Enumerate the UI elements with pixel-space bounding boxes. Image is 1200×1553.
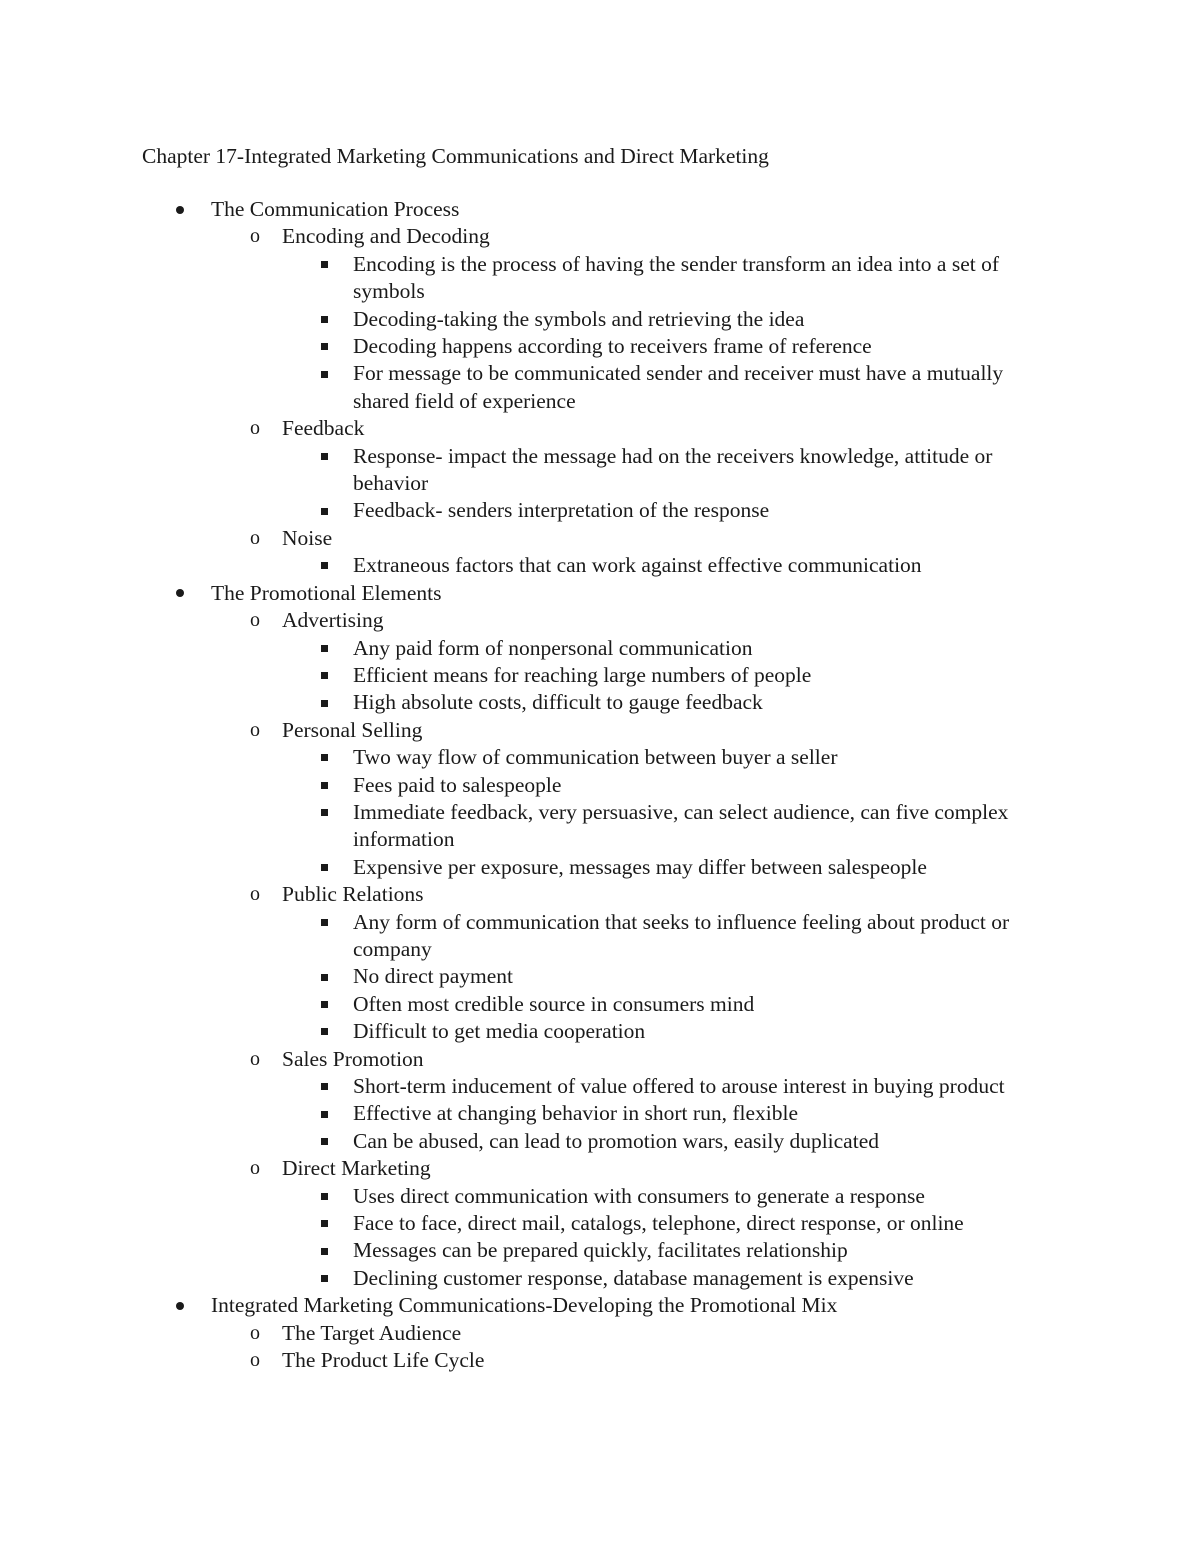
bullet-square-icon bbox=[314, 854, 334, 881]
subsection-heading: Direct Marketing bbox=[282, 1156, 431, 1181]
subsection-item bbox=[0, 525, 1200, 552]
subsection-item bbox=[0, 717, 1200, 744]
bullet-circle-icon: o bbox=[250, 609, 260, 632]
section-item bbox=[0, 1292, 1200, 1319]
bullet-square-icon bbox=[314, 333, 334, 360]
bullet-point-text: Decoding-taking the symbols and retrieving the idea bbox=[353, 306, 805, 331]
bullet-square-icon bbox=[314, 497, 334, 524]
bullet-point-item bbox=[0, 689, 1200, 716]
bullet-point-item bbox=[0, 306, 1200, 333]
bullet-point-item bbox=[0, 1100, 1200, 1127]
bullet-square-icon bbox=[314, 689, 334, 716]
bullet-circle-icon: o bbox=[250, 883, 260, 906]
bullet-square-icon bbox=[314, 1237, 334, 1264]
bullet-square-icon bbox=[314, 1100, 334, 1127]
bullet-point-item bbox=[0, 552, 1200, 579]
subsection-item bbox=[0, 223, 1200, 250]
bullet-point-text: Short-term inducement of value offered to arouse interest in buying product bbox=[353, 1074, 1005, 1098]
bullet-point-text: Extraneous factors that can work against effective communication bbox=[353, 553, 922, 578]
bullet-point-text: Can be abused, can lead to promotion wars, easily duplicated bbox=[353, 1128, 879, 1153]
subsection-heading: Noise bbox=[282, 525, 333, 550]
bullet-point-text: Encoding is the process of having the sender transform an idea into a set of symbols bbox=[353, 251, 1000, 304]
bullet-square-icon bbox=[314, 1018, 334, 1045]
bullet-square-icon bbox=[314, 662, 334, 689]
section-item bbox=[0, 196, 1200, 223]
bullet-square-icon bbox=[314, 1265, 334, 1292]
bullet-square-icon bbox=[314, 799, 334, 826]
bullet-point-text: Immediate feedback, very persuasive, can select audience, can five complex information bbox=[353, 799, 1009, 852]
bullet-point-item bbox=[0, 443, 1200, 498]
bullet-circle-icon: o bbox=[250, 1047, 260, 1070]
bullet-point-item bbox=[0, 772, 1200, 799]
bullet-point-text: Fees paid to salespeople bbox=[353, 772, 562, 797]
section-heading: The Communication Process bbox=[211, 197, 460, 221]
bullet-point-item bbox=[0, 1237, 1200, 1264]
bullet-point-item bbox=[0, 1073, 1200, 1100]
bullet-point-text: No direct payment bbox=[353, 964, 514, 989]
bullet-point-item bbox=[0, 662, 1200, 689]
bullet-point-text: For message to be communicated sender and receiver must have a mutually shared field of experience bbox=[353, 361, 1004, 413]
section-heading: The Promotional Elements bbox=[211, 580, 442, 605]
bullet-circle-icon: o bbox=[250, 417, 260, 440]
bullet-square-icon bbox=[314, 552, 334, 579]
bullet-point-item bbox=[0, 635, 1200, 662]
bullet-point-text: Any form of communication that seeks to influence feeling about product or company bbox=[353, 909, 1010, 961]
bullet-circle-icon: o bbox=[250, 1349, 260, 1372]
subsection-item bbox=[0, 607, 1200, 634]
bullet-square-icon bbox=[314, 1073, 334, 1100]
bullet-dot-icon bbox=[170, 580, 190, 607]
bullet-point-item bbox=[0, 497, 1200, 524]
bullet-point-item bbox=[0, 963, 1200, 990]
subsection-heading: Sales Promotion bbox=[282, 1046, 424, 1071]
bullet-point-item bbox=[0, 991, 1200, 1018]
subsection-item bbox=[0, 1046, 1200, 1073]
subsection-item bbox=[0, 1347, 1200, 1374]
bullet-point-text: Efficient means for reaching large numbers of people bbox=[353, 662, 812, 687]
bullet-point-text: Expensive per exposure, messages may differ between salespeople bbox=[353, 854, 927, 879]
bullet-circle-icon: o bbox=[250, 526, 260, 549]
bullet-point-text: Decoding happens according to receivers frame of reference bbox=[353, 334, 872, 359]
subsection-item bbox=[0, 1320, 1200, 1347]
bullet-point-item bbox=[0, 1128, 1200, 1155]
section-item bbox=[0, 580, 1200, 607]
section-heading: Integrated Marketing Communications-Developing the Promotional Mix bbox=[211, 1293, 838, 1318]
bullet-point-text: Effective at changing behavior in short run, flexible bbox=[353, 1101, 798, 1126]
bullet-point-item bbox=[0, 1018, 1200, 1045]
bullet-point-item bbox=[0, 251, 1200, 306]
bullet-point-item bbox=[0, 1183, 1200, 1210]
subsection-heading: Feedback bbox=[282, 416, 365, 441]
bullet-point-text: Messages can be prepared quickly, facilitates relationship bbox=[353, 1238, 848, 1263]
bullet-point-item bbox=[0, 744, 1200, 771]
bullet-point-text: High absolute costs, difficult to gauge feedback bbox=[353, 690, 763, 715]
bullet-square-icon bbox=[314, 306, 334, 333]
bullet-circle-icon: o bbox=[250, 1157, 260, 1180]
bullet-square-icon bbox=[314, 635, 334, 662]
document-title: Chapter 17-Integrated Marketing Communications and Direct Marketing bbox=[142, 144, 769, 168]
bullet-square-icon bbox=[314, 909, 334, 936]
bullet-circle-icon: o bbox=[250, 1321, 260, 1344]
bullet-square-icon bbox=[314, 772, 334, 799]
bullet-point-text: Often most credible source in consumers mind bbox=[353, 991, 755, 1016]
bullet-point-text: Uses direct communication with consumers to generate a response bbox=[353, 1183, 925, 1208]
bullet-square-icon bbox=[314, 1210, 334, 1237]
bullet-point-item bbox=[0, 909, 1200, 964]
bullet-square-icon bbox=[314, 963, 334, 990]
bullet-point-text: Difficult to get media cooperation bbox=[353, 1019, 646, 1044]
bullet-square-icon bbox=[314, 744, 334, 771]
outline-list bbox=[0, 196, 1200, 1374]
bullet-square-icon bbox=[314, 1183, 334, 1210]
bullet-dot-icon bbox=[170, 196, 190, 223]
bullet-circle-icon: o bbox=[250, 718, 260, 741]
bullet-point-text: Any paid form of nonpersonal communication bbox=[353, 635, 753, 660]
bullet-point-text: Response- impact the message had on the receivers knowledge, attitude or behavior bbox=[353, 443, 993, 496]
subsection-item bbox=[0, 415, 1200, 442]
bullet-point-item bbox=[0, 854, 1200, 881]
bullet-square-icon bbox=[314, 991, 334, 1018]
subsection-heading: Public Relations bbox=[282, 882, 424, 907]
bullet-square-icon bbox=[314, 360, 334, 387]
bullet-point-item bbox=[0, 360, 1200, 415]
bullet-point-text: Declining customer response, database management is expensive bbox=[353, 1265, 914, 1290]
bullet-point-text: Two way flow of communication between buyer a seller bbox=[353, 745, 838, 770]
bullet-point-item bbox=[0, 333, 1200, 360]
bullet-point-text: Face to face, direct mail, catalogs, telephone, direct response, or online bbox=[353, 1211, 964, 1236]
subsection-heading: Encoding and Decoding bbox=[282, 224, 490, 249]
bullet-square-icon bbox=[314, 251, 334, 278]
bullet-square-icon bbox=[314, 1128, 334, 1155]
subsection-heading: Advertising bbox=[282, 608, 384, 633]
bullet-point-item bbox=[0, 799, 1200, 854]
bullet-point-item bbox=[0, 1265, 1200, 1292]
bullet-dot-icon bbox=[170, 1292, 190, 1319]
bullet-square-icon bbox=[314, 443, 334, 470]
subsection-heading: The Product Life Cycle bbox=[282, 1348, 485, 1373]
subsection-heading: Personal Selling bbox=[282, 717, 423, 742]
subsection-item bbox=[0, 1155, 1200, 1182]
subsection-heading: The Target Audience bbox=[282, 1320, 462, 1345]
subsection-item bbox=[0, 881, 1200, 908]
bullet-circle-icon: o bbox=[250, 225, 260, 248]
bullet-point-item bbox=[0, 1210, 1200, 1237]
bullet-point-text: Feedback- senders interpretation of the response bbox=[353, 498, 770, 523]
